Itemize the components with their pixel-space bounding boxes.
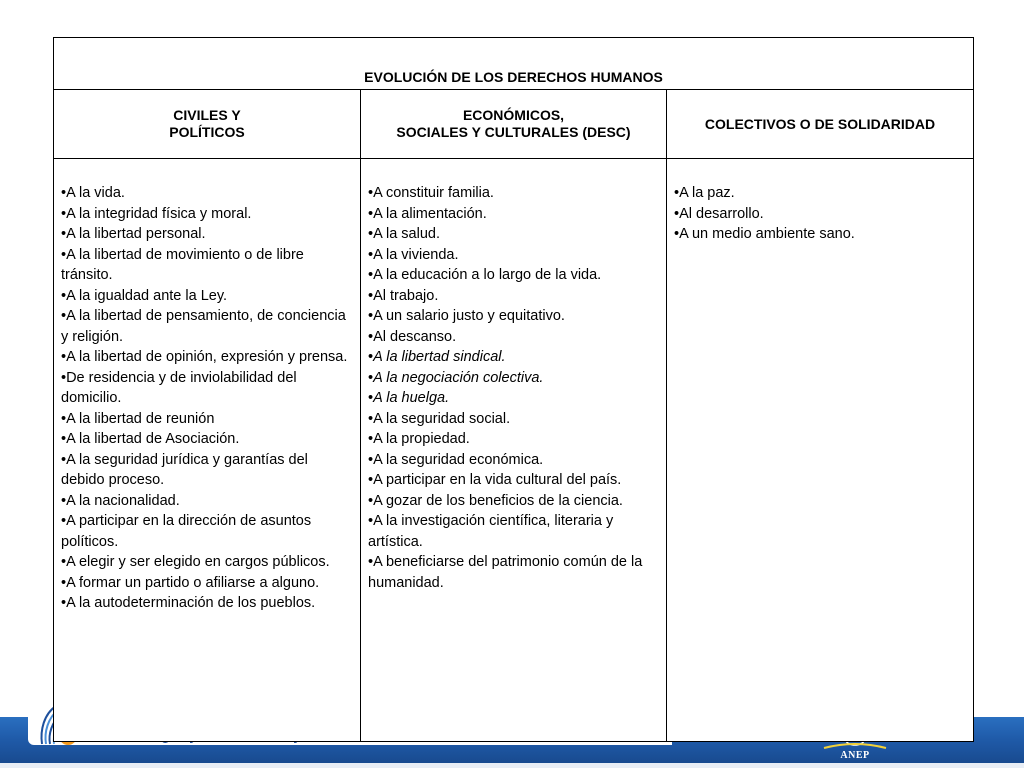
title-row [54, 38, 974, 90]
list-item-text: A la seguridad económica. [373, 451, 544, 468]
header-line: SOCIALES Y CULTURALES (DESC) [396, 124, 631, 140]
list-item [368, 368, 658, 389]
header-line: COLECTIVOS O DE SOLIDARIDAD [704, 115, 936, 132]
list-item [368, 224, 658, 245]
list-item [368, 409, 658, 430]
list-item [368, 429, 658, 450]
list-item [368, 470, 658, 491]
list-item [368, 491, 658, 512]
list-item [61, 511, 352, 552]
bullet-icon: • [61, 185, 67, 201]
anep-logo-text: ANEP [840, 750, 870, 761]
bullet-icon: • [61, 410, 67, 427]
bullet-icon: • [674, 185, 680, 201]
list-item-text: A participar en la dirección de asuntos políticos. [61, 513, 312, 550]
list-item-text: A la paz. [679, 185, 735, 201]
bullet-icon: • [674, 226, 680, 242]
bullet-icon: • [61, 226, 67, 242]
list-item-text: A formar un partido o afiliarse a alguno. [66, 574, 320, 591]
bullet-icon: • [368, 328, 374, 345]
list-item-text: A gozar de los beneficios de la ciencia. [373, 492, 623, 509]
bullet-icon: • [368, 472, 374, 488]
bullet-icon: • [61, 205, 67, 222]
list-item-text: A la educación a lo largo de la vida. [373, 267, 602, 283]
bullet-icon: • [368, 451, 374, 468]
list-item [61, 409, 352, 430]
list-item-text: A la seguridad jurídica y garantías del debido proceso. [61, 451, 308, 488]
bullet-icon: • [61, 349, 67, 365]
bullet-icon: • [61, 287, 67, 304]
bullet-icon: • [674, 205, 680, 222]
column-header-desc [361, 90, 667, 159]
list-item [61, 593, 352, 614]
list-item [368, 306, 658, 327]
bullet-icon: • [368, 369, 374, 386]
list-item [368, 204, 658, 225]
list-item [61, 204, 352, 225]
list-item [61, 552, 352, 573]
list-item [61, 347, 352, 368]
rights-table [53, 37, 974, 742]
bullet-icon: • [61, 513, 67, 529]
bullet-icon: • [368, 554, 374, 570]
header-line: CIVILES Y [173, 107, 241, 123]
rights-list-desc [361, 159, 667, 742]
bullet-icon: • [368, 185, 374, 201]
column-header-civiles [54, 90, 361, 159]
rights-list-civiles [54, 159, 361, 742]
list-item [368, 327, 658, 348]
list-item-text: A la libertad de movimiento o de libre tránsito. [61, 246, 304, 283]
bullet-icon: • [61, 451, 67, 468]
list-item-text: A la libertad de pensamiento, de conciencia y religión. [61, 308, 346, 345]
list-item-text: A la investigación científica, literaria y artística. [368, 513, 614, 550]
body-row [54, 159, 974, 742]
bullet-icon: • [61, 431, 67, 447]
list-item [61, 286, 352, 307]
list-item [368, 552, 658, 593]
rights-list-colectivos [667, 159, 974, 742]
bullet-icon: • [368, 267, 374, 283]
bullet-icon: • [368, 390, 374, 406]
list-item-text: A la salud. [373, 226, 440, 242]
list-item-text: A la libertad personal. [66, 226, 206, 242]
list-item-text: A la autodeterminación de los pueblos. [66, 595, 316, 611]
list-item-text: A un salario justo y equitativo. [373, 308, 565, 324]
list-item-text: A la libertad de reunión [66, 410, 215, 427]
bullet-icon: • [61, 574, 67, 591]
list-item [368, 388, 658, 409]
list-item-text: A la libertad sindical. [373, 349, 506, 365]
column-header-colectivos [667, 90, 974, 159]
header-row [54, 90, 974, 159]
bullet-icon: • [61, 246, 67, 263]
table-title: EVOLUCIÓN DE LOS DERECHOS HUMANOS [364, 69, 663, 85]
list-item-text: De residencia y de inviolabilidad del domicilio. [61, 369, 297, 406]
list-item [368, 347, 658, 368]
list-item [674, 204, 965, 225]
list-item-text: Al trabajo. [373, 287, 439, 304]
list-item [368, 245, 658, 266]
list-item-text: A la alimentación. [373, 205, 487, 222]
list-item [61, 573, 352, 594]
list-item-text: A beneficiarse del patrimonio común de la humanidad. [368, 554, 643, 591]
list-item-text: A la huelga. [373, 390, 450, 406]
bullet-icon: • [368, 246, 374, 263]
bullet-icon: • [368, 205, 374, 222]
list-item-text: A la vivienda. [373, 246, 459, 263]
list-item-text: A elegir y ser elegido en cargos públicos. [66, 554, 330, 570]
bullet-icon: • [368, 308, 374, 324]
list-item [61, 450, 352, 491]
bullet-icon: • [61, 492, 67, 509]
list-item [368, 511, 658, 552]
list-item-text: A la libertad de Asociación. [66, 431, 240, 447]
bullet-icon: • [368, 513, 374, 529]
list-item-text: A participar en la vida cultural del país. [373, 472, 622, 488]
list-item [368, 183, 658, 204]
list-item [61, 368, 352, 409]
bullet-icon: • [368, 349, 374, 365]
list-item-text: A la propiedad. [373, 431, 470, 447]
list-item-text: A la igualdad ante la Ley. [66, 287, 228, 304]
list-item-text: A la integridad física y moral. [66, 205, 252, 222]
bullet-icon: • [61, 595, 67, 611]
list-item-text: A la seguridad social. [373, 410, 511, 427]
list-item-text: A la nacionalidad. [66, 492, 180, 509]
list-item [674, 224, 965, 245]
bullet-icon: • [61, 308, 67, 324]
bullet-icon: • [368, 492, 374, 509]
bullet-icon: • [368, 226, 374, 242]
list-item [61, 183, 352, 204]
list-item [61, 306, 352, 347]
header-line: POLÍTICOS [169, 124, 245, 140]
bullet-icon: • [61, 369, 67, 386]
bullet-icon: • [61, 554, 67, 570]
list-item [61, 245, 352, 286]
list-item-text: A la libertad de opinión, expresión y prensa. [66, 349, 348, 365]
list-item [368, 265, 658, 286]
bullet-icon: • [368, 431, 374, 447]
table-title-cell [54, 38, 974, 90]
list-item-text: Al desarrollo. [679, 205, 764, 222]
list-item [61, 491, 352, 512]
header-line: ECONÓMICOS, [462, 107, 565, 123]
list-item [674, 183, 965, 204]
list-item-text: A la vida. [66, 185, 125, 201]
list-item [61, 429, 352, 450]
list-item [368, 286, 658, 307]
list-item-text: A la negociación colectiva. [373, 369, 544, 386]
list-item-text: Al descanso. [373, 328, 457, 345]
list-item [61, 224, 352, 245]
bullet-icon: • [368, 410, 374, 427]
list-item-text: A un medio ambiente sano. [679, 226, 855, 242]
bullet-icon: • [368, 287, 374, 304]
list-item [368, 450, 658, 471]
list-item-text: A constituir familia. [373, 185, 494, 201]
